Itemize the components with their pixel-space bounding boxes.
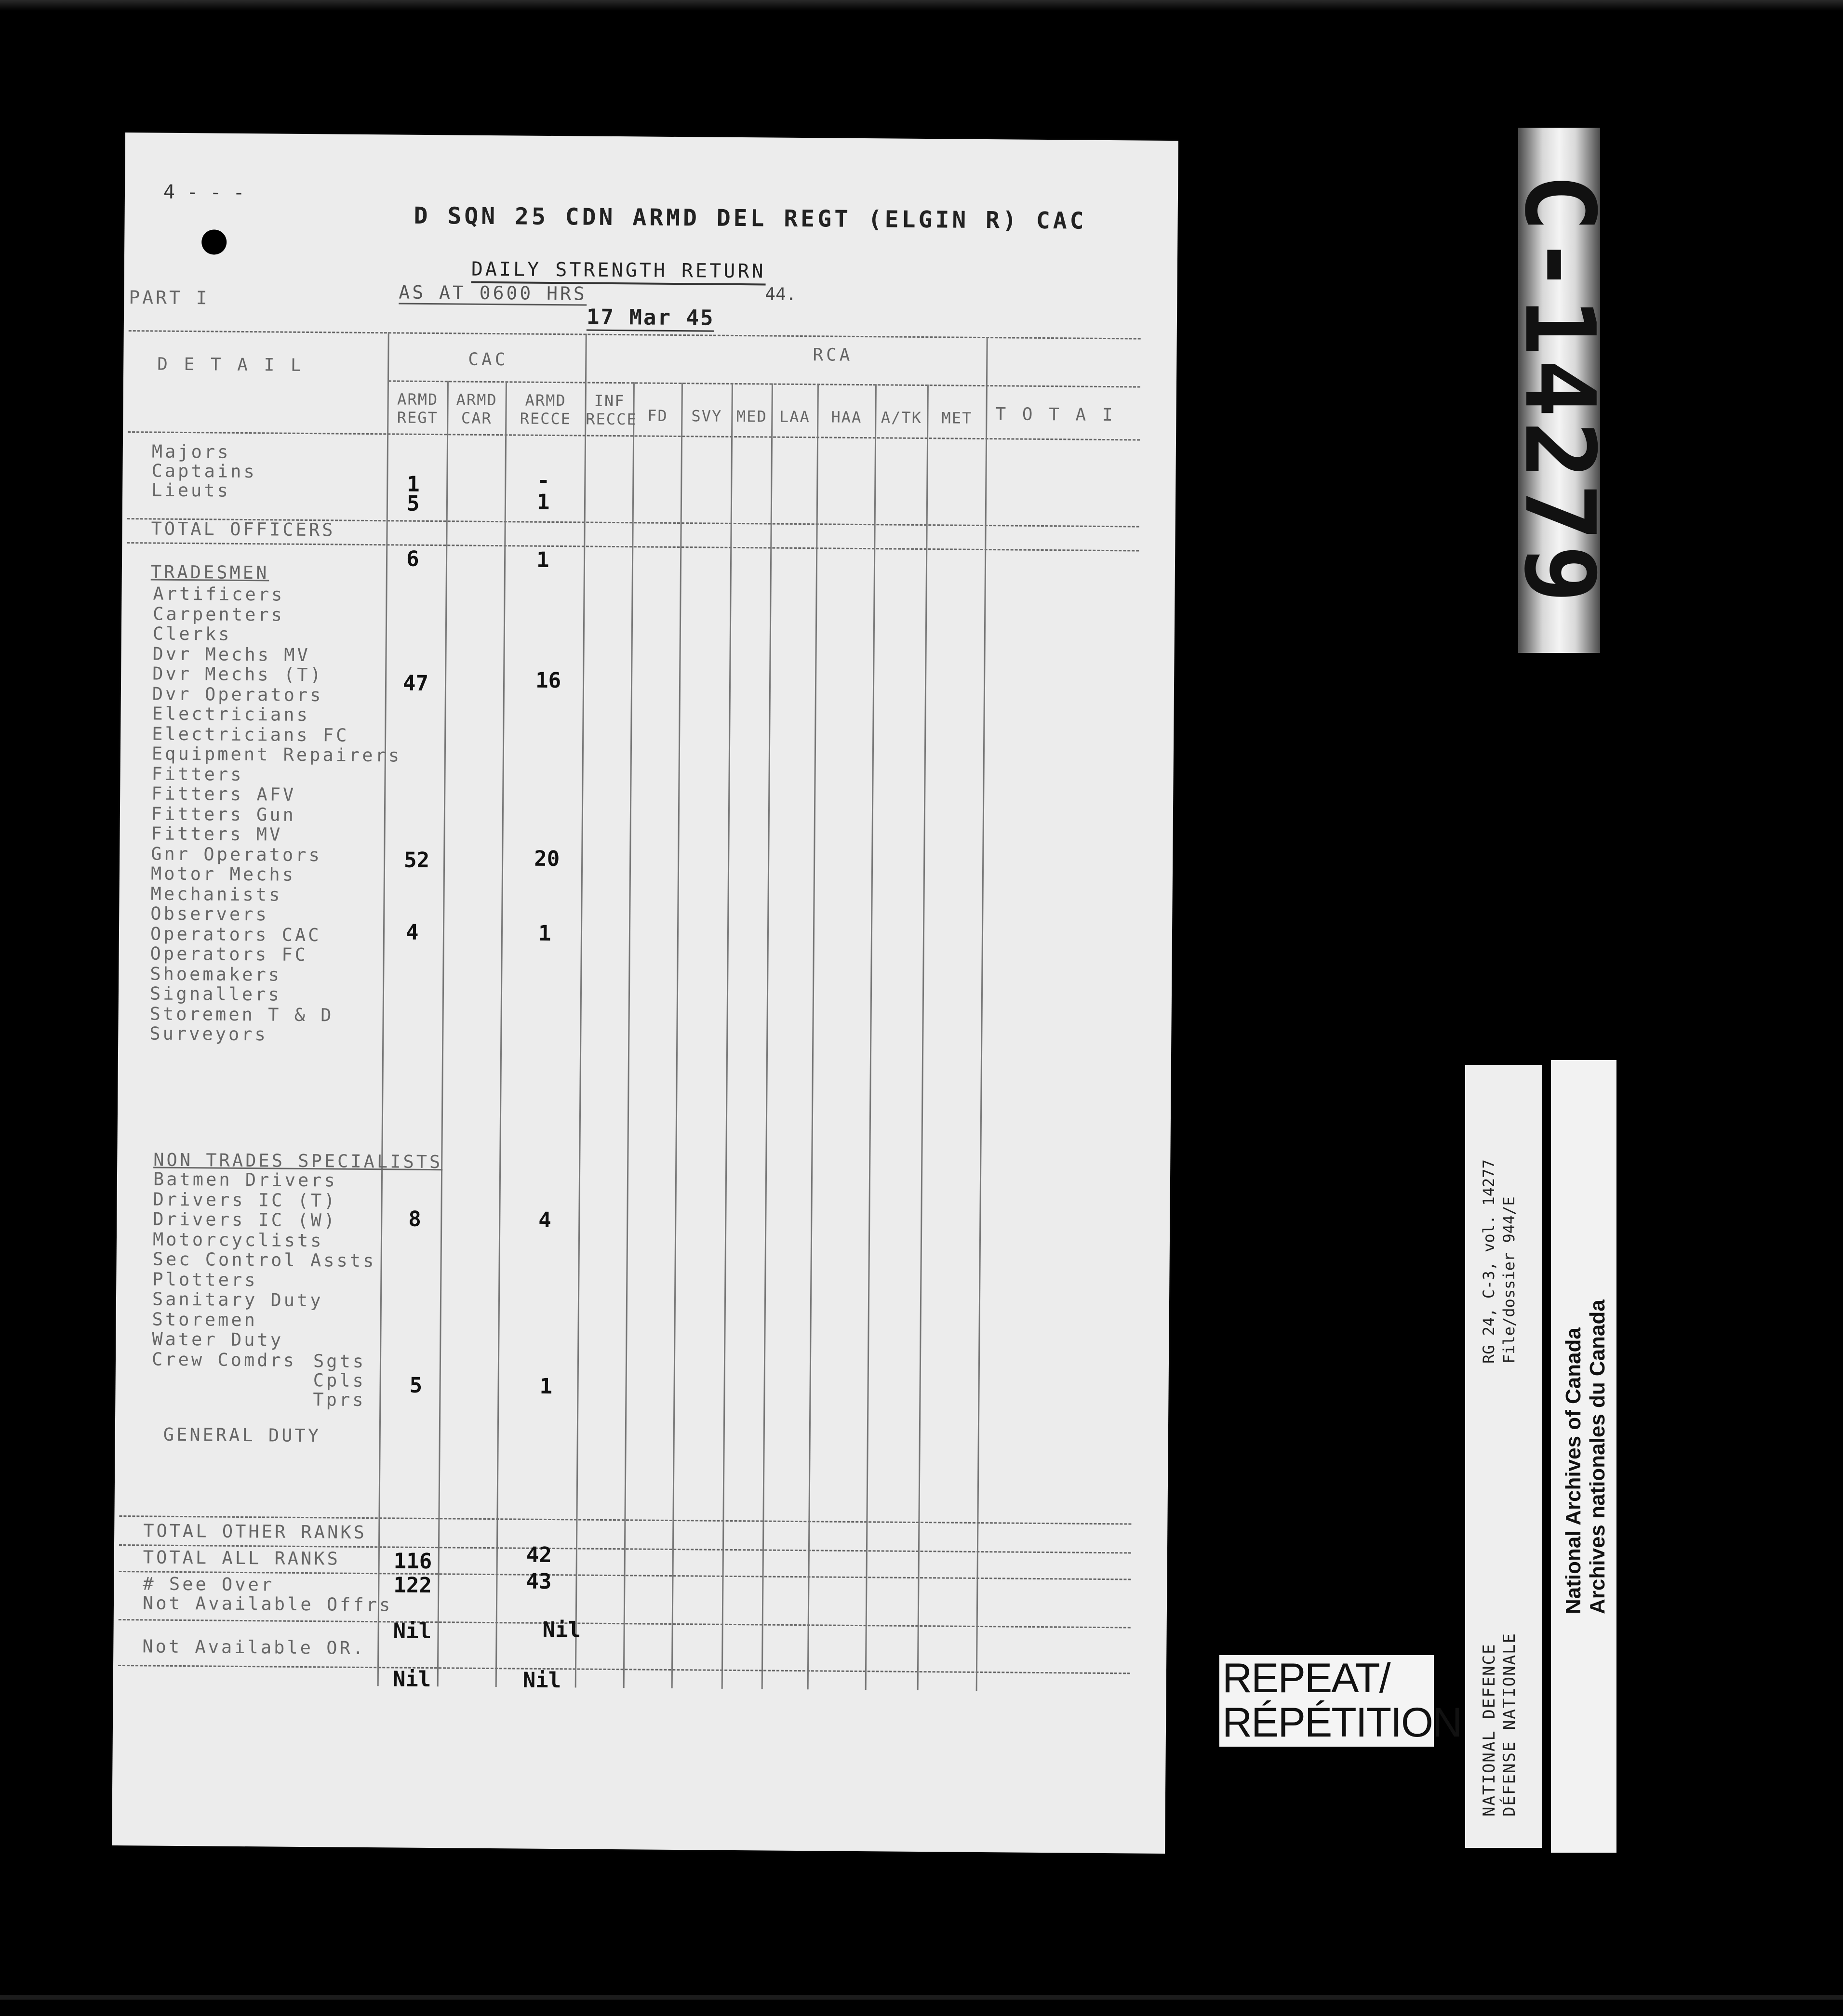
row-label-tradesman-21: Storemen T & D: [149, 1003, 334, 1025]
col-rule: [575, 334, 587, 1688]
archives-name-en: National Archives of Canada: [1562, 1327, 1585, 1614]
row-label-majors: Majors: [151, 441, 231, 463]
cell-total-officers-armd-regt: 6: [406, 546, 419, 571]
row-label-tradesman-15: Mechanists: [150, 883, 282, 905]
row-label-tradesman-0: Artificers: [153, 583, 285, 605]
col-rule: [623, 382, 635, 1688]
handwritten-mark: 4 - - -: [163, 181, 245, 204]
cac-group-header: CAC: [468, 349, 508, 370]
cell-na-or-armd-recce: Nil: [522, 1668, 561, 1693]
row-label-nts-9: Crew Comdrs: [151, 1349, 297, 1371]
punch-hole: [201, 229, 227, 254]
row-label-tradesman-19: Shoemakers: [150, 963, 282, 985]
row-label-tradesman-7: Electricians FC: [152, 723, 349, 746]
col-rule: [721, 383, 733, 1689]
national-defence-fr: DÉFENSE NATIONALE: [1500, 1632, 1519, 1817]
nts-heading: NON TRADES SPECIALISTS: [153, 1149, 443, 1173]
col-header-met: MET: [941, 409, 973, 427]
row-label-tradesman-14: Motor Mechs: [150, 863, 296, 885]
row-label-captains: Captains: [151, 460, 257, 482]
cell-total-officers-armd-recce: 1: [536, 547, 549, 572]
row-label-nts-2: Drivers IC (W): [153, 1208, 337, 1231]
cell-captains-armd-regt: 1: [407, 472, 420, 497]
col-header-laa: LAA: [779, 407, 810, 426]
col-rule: [761, 384, 773, 1689]
row-label-tradesman-11: Fitters Gun: [151, 803, 296, 825]
row-label-nts-3: Motorcyclists: [152, 1229, 324, 1251]
cell-dvr-mechs-t-armd-regt: 47: [402, 671, 429, 696]
frame-counter: [1503, 128, 1616, 653]
row-label-tradesman-16: Observers: [150, 903, 269, 925]
film-edge-top: [0, 0, 1843, 11]
cell-total-or-armd-recce: 42: [526, 1542, 552, 1568]
row-label-tradesman-9: Fitters: [151, 763, 244, 785]
col-rule: [807, 384, 819, 1689]
cell-total-all-armd-regt: 122: [393, 1573, 432, 1598]
frame-number: C-14279: [1503, 173, 1616, 607]
row-label-total-all-ranks: TOTAL ALL RANKS: [143, 1547, 341, 1569]
row-label-total-other-ranks: TOTAL OTHER RANKS: [143, 1520, 367, 1543]
row-label-tradesman-13: Gnr Operators: [151, 843, 322, 865]
cell-lieuts-armd-regt: 5: [406, 491, 420, 516]
detail-header: D E T A I L: [157, 354, 304, 375]
rank-label-sgts: Sgts: [313, 1351, 366, 1372]
cell-cpls-armd-regt: 5: [409, 1373, 423, 1398]
tradesmen-heading: TRADESMEN: [150, 561, 269, 584]
col-header-inf-recce: INF RECCE: [586, 391, 637, 429]
row-label-tradesman-2: Clerks: [152, 623, 232, 645]
unit-title: D SQN 25 CDN ARMD DEL REGT (ELGIN R) CAC: [414, 202, 1087, 235]
archive-label-card: [1465, 1065, 1542, 1848]
col-rule: [917, 385, 929, 1690]
cell-na-or-armd-regt: Nil: [392, 1667, 431, 1692]
col-rule: [865, 384, 877, 1690]
as-at-label: AS AT 0600 HRS: [399, 281, 587, 304]
archive-file: File/dossier 944/E: [1500, 1196, 1518, 1364]
cell-operators-fc-armd-recce: 1: [538, 921, 551, 946]
row-label-tradesman-12: Fitters MV: [151, 823, 283, 845]
archive-reference: RG 24, C-3, vol. 14277: [1480, 1159, 1498, 1364]
row-label-tradesman-17: Operators CAC: [150, 923, 321, 945]
row-label-nts-5: Plotters: [152, 1269, 258, 1290]
cell-cpls-armd-recce: 1: [539, 1374, 553, 1399]
cell-gnr-operators-armd-recce: 20: [534, 846, 560, 872]
return-title: DAILY STRENGTH RETURN: [471, 258, 766, 286]
row-label-see-over: # See Over: [143, 1573, 275, 1595]
row-label-lieuts: Lieuts: [151, 479, 230, 501]
archives-name-fr: Archives nationales du Canada: [1586, 1300, 1609, 1614]
row-label-na-or: Not Available OR.: [142, 1636, 366, 1659]
row-label-nts-0: Batmen Drivers: [153, 1168, 337, 1191]
col-rule: [671, 383, 683, 1688]
part-label: PART I: [129, 287, 210, 309]
cell-operators-fc-armd-regt: 4: [405, 920, 419, 945]
cell-gnr-operators-armd-regt: 52: [403, 848, 430, 873]
row-label-tradesman-22: Surveyors: [149, 1023, 268, 1045]
row-label-tradesman-3: Dvr Mechs MV: [152, 643, 310, 665]
cell-dvr-mechs-t-armd-recce: 16: [535, 668, 561, 693]
national-defence-en: NATIONAL DEFENCE: [1480, 1643, 1499, 1817]
row-label-tradesman-20: Signallers: [149, 983, 281, 1005]
col-header-haa: HAA: [831, 408, 862, 427]
repeat-stamp: REPEAT/ RÉPÉTITION: [1219, 1655, 1434, 1747]
col-rule: [437, 381, 449, 1686]
col-rule: [377, 332, 389, 1686]
col-rule: [976, 337, 988, 1691]
cell-total-all-armd-recce: 43: [526, 1569, 552, 1594]
rank-label-cpls: Cpls: [313, 1370, 366, 1391]
year-note: 44.: [765, 284, 797, 305]
strength-return-sheet: [112, 133, 1178, 1854]
col-header-atk: A/TK: [881, 408, 922, 427]
row-label-nts-4: Sec Control Assts: [152, 1248, 376, 1272]
row-label-nts-8: Water Duty: [152, 1328, 284, 1351]
rank-label-tprs: Tprs: [313, 1389, 366, 1410]
row-label-nts-7: Storemen: [152, 1309, 258, 1330]
cell-drivers-ic-t-armd-regt: 8: [408, 1207, 422, 1232]
row-label-tradesman-4: Dvr Mechs (T): [152, 663, 323, 686]
row-label-total-officers: TOTAL OFFICERS: [151, 518, 335, 541]
col-header-armd-recce: ARMD RECCE: [520, 391, 572, 428]
row-label-tradesman-8: Equipment Repairers: [151, 743, 402, 766]
row-label-nts-1: Drivers IC (T): [153, 1189, 337, 1211]
col-header-armd-regt: ARMD REGT: [397, 390, 439, 427]
col-rule: [495, 381, 507, 1687]
rca-group-header: RCA: [813, 345, 853, 365]
cell-lieuts-armd-recce: 1: [536, 490, 550, 515]
cell-captains-armd-recce: -: [537, 468, 550, 493]
row-label-tradesman-18: Operators FC: [150, 943, 308, 966]
col-header-fd: FD: [647, 406, 668, 425]
cell-na-offrs-armd-recce: Nil: [542, 1617, 581, 1643]
rule-top: [129, 330, 1141, 339]
row-label-tradesman-6: Electricians: [152, 703, 310, 726]
rule-group: [388, 380, 1140, 387]
row-label-tradesman-1: Carpenters: [152, 603, 285, 625]
col-header-med: MED: [736, 407, 767, 426]
col-header-armd-car: ARMD CAR: [456, 390, 497, 427]
row-label-tradesman-5: Dvr Operators: [152, 683, 323, 705]
row-label-na-offrs: Not Available Offrs: [142, 1592, 393, 1616]
film-edge-bottom: [0, 1995, 1843, 2000]
cell-drivers-ic-t-armd-recce: 4: [538, 1207, 551, 1233]
cell-total-or-armd-regt: 116: [393, 1549, 432, 1574]
cell-na-offrs-armd-regt: Nil: [393, 1618, 432, 1644]
return-date: 17 Mar 45: [587, 305, 715, 332]
total-header: T O T A I: [995, 404, 1116, 425]
row-label-tradesman-10: Fitters AFV: [151, 783, 296, 805]
archives-name-card: [1551, 1060, 1616, 1853]
row-label-general-duty: GENERAL DUTY: [163, 1424, 321, 1446]
row-label-nts-6: Sanitary Duty: [152, 1288, 323, 1311]
col-header-svy: SVY: [691, 407, 722, 425]
